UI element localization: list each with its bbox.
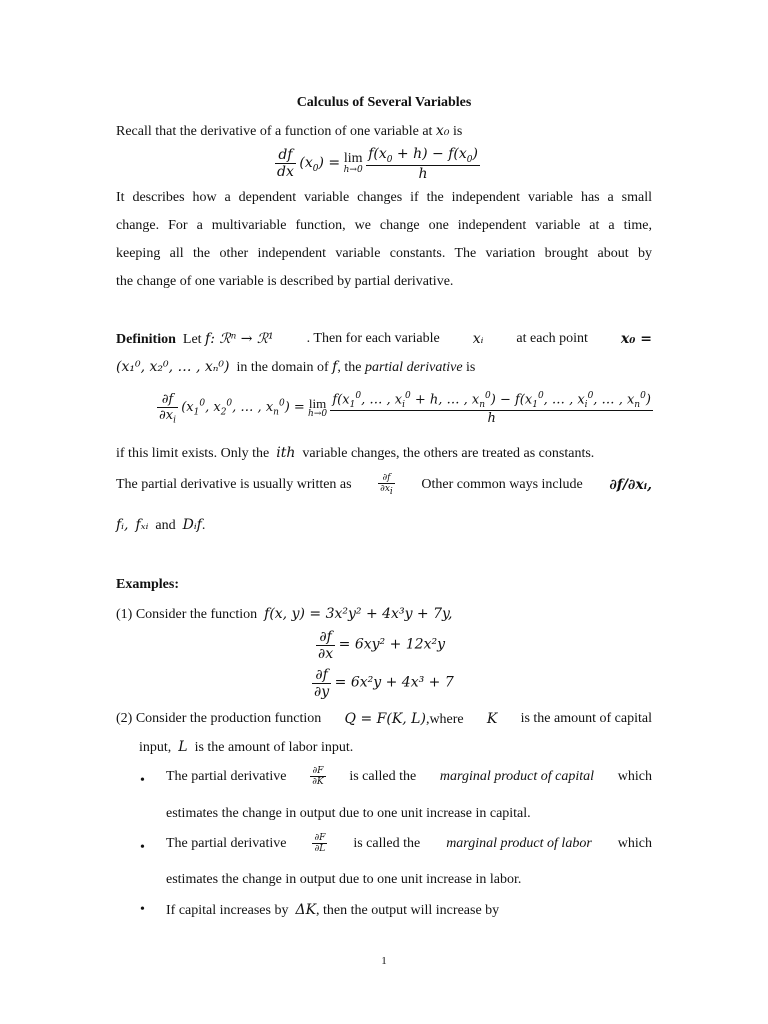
recall-text: Recall that the derivative of a function of one variable at: [116, 124, 433, 139]
example-2-line-2: input, L is the amount of labor input.: [139, 739, 354, 755]
definition-line-2: (x₁⁰, x₂⁰, … , xₙ⁰) in the domain of f, the partial derivative is: [116, 359, 476, 375]
recall-line: [116, 123, 462, 140]
recall-is: is: [452, 124, 463, 139]
after-definition-line-1: if this limit exists. Only the ith variable changes, the others are treated as constants.: [116, 445, 595, 461]
marginal-product-labor-term: marginal product of labor: [446, 835, 592, 851]
definition-line-1: Definition Let f: ℛⁿ → ℛ¹ . Then for each variable xᵢ at each point x₀ =: [116, 331, 652, 347]
bullet-1-line-1: The partial derivative $\frac{\partial F}{\partial K}$ is called the marginal product of capital which: [166, 766, 652, 787]
definition-point: x₀ =: [620, 331, 652, 347]
example-1-dfdy: $\frac{\partial f}{\partial y}$ = 6x²y + 4x³ + 7: [314, 667, 454, 700]
marginal-product-capital-term: marginal product of capital: [439, 768, 595, 784]
definition-tuple: (x₁⁰, x₂⁰, … , xₙ⁰): [116, 359, 230, 375]
page-number: 1: [381, 955, 387, 967]
example-1-function: f(x, y) = 3x²y² + 4x³y + 7y,: [264, 606, 453, 622]
after-definition-line-3: fᵢ, fₓᵢ and Dᵢf.: [116, 517, 206, 533]
partial-fraction-small: $\frac{\partial f}{\partial x_i}$: [380, 473, 393, 497]
recall-point: x₀: [435, 123, 450, 139]
dF-dL-fraction: $\frac{\partial F}{\partial L}$: [314, 833, 326, 854]
page-title: Calculus of Several Variables: [296, 95, 472, 110]
bullet-3-line: If capital increases by ΔK, then the output will increase by: [166, 902, 500, 918]
bullet-2-line-1: The partial derivative $\frac{\partial F}{\partial L}$ is called the marginal product of labor which: [166, 833, 652, 854]
paragraph-line-1: It describes how a dependent variable changes if the independent variable has a small: [116, 190, 652, 205]
paragraph-line-4: the change of one variable is described by partial derivative.: [116, 274, 454, 289]
bullet-3-symbol: •: [140, 902, 145, 917]
bullet-1-line-2: estimates the change in output due to one unit increase in capital.: [166, 806, 531, 821]
example-2-line-1: (2) Consider the production function Q = F(K, L),where K is the amount of capital: [116, 711, 652, 727]
paragraph-line-2: change. For a multivariable function, we change one independent variable at a time,: [116, 218, 652, 233]
example-1-line: (1) Consider the function f(x, y) = 3x²y² + 4x³y + 7y,: [116, 606, 453, 622]
definition-map: f: ℛⁿ → ℛ¹: [205, 331, 274, 347]
partial-derivative-term: partial derivative: [364, 360, 463, 375]
definition-label: Definition: [116, 332, 176, 347]
paragraph-line-3: keeping all the other independent variable constants. The variation brought about by: [116, 246, 652, 261]
example-1-dfdx: $\frac{\partial f}{\partial x}$ = 6xy² + 12x²y: [318, 629, 446, 662]
bullet-1-symbol: •: [140, 773, 145, 788]
bullet-2-line-2: estimates the change in output due to one unit increase in labor.: [166, 872, 522, 887]
dF-dK-fraction: $\frac{\partial F}{\partial K}$: [312, 766, 324, 787]
examples-heading: Examples:: [116, 577, 179, 592]
partial-derivative-formula: $\frac{\partial f}{\partial x_i}$ ($x_1^0$, $x_2^0$, … , $x_n^0) = \lim$ h→0 $\frac{f(x_1^0, \dots , x_i^0 + h, \dots , x_n^0) - f(x_1^0, \dots , x_i^0, \dots , x_n^0)}{h}$: [159, 391, 651, 426]
derivative-formula: $\frac{df}{dx}$ $(x_0) = \lim$ h→0 $\frac{f(x_0 + h) - f(x_0)}{h}$: [277, 146, 478, 182]
bullet-2-symbol: •: [140, 840, 145, 855]
after-definition-line-2: The partial derivative is usually written as $\frac{\partial f}{\partial x_i}$ Other common ways include ∂f/∂xᵢ,: [116, 473, 652, 497]
